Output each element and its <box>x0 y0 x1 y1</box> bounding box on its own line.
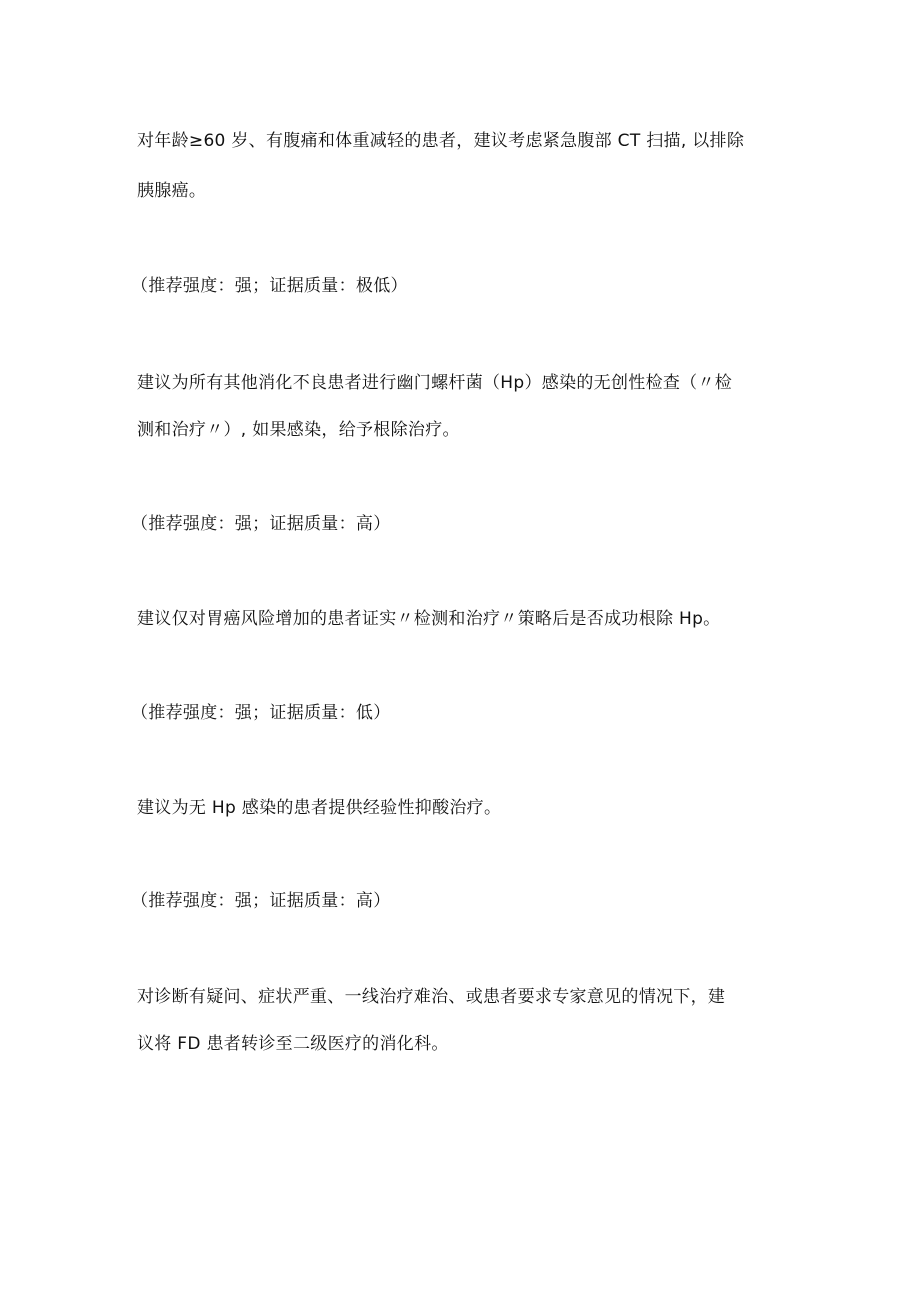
recommendation-strength-3: （推荐强度：强；证据质量：低） <box>131 703 391 723</box>
paragraph-1-line-2: 胰腺癌。 <box>137 181 207 201</box>
paragraph-5-line-1: 对诊断有疑问、症状严重、一线治疗难治、或患者要求专家意见的情况下，建 <box>137 987 726 1007</box>
paragraph-3-line-1: 建议仅对胃癌风险增加的患者证实〃检测和治疗〃策略后是否成功根除 Hp。 <box>137 609 721 629</box>
recommendation-strength-1: （推荐强度：强；证据质量：极低） <box>131 276 408 296</box>
paragraph-1-line-1: 对年龄≥60 岁、有腹痛和体重减轻的患者，建议考虑紧急腹部 CT 扫描, 以排除 <box>137 131 745 151</box>
paragraph-4-line-1: 建议为无 Hp 感染的患者提供经验性抑酸治疗。 <box>137 798 502 818</box>
recommendation-strength-2: （推荐强度：强；证据质量：高） <box>131 514 391 534</box>
paragraph-5-line-2: 议将 FD 患者转诊至二级医疗的消化科。 <box>137 1034 449 1054</box>
paragraph-2-line-1: 建议为所有其他消化不良患者进行幽门螺杆菌（Hp）感染的无创性检查（〃检 <box>137 373 733 393</box>
recommendation-strength-4: （推荐强度：强；证据质量：高） <box>131 891 391 911</box>
paragraph-2-line-2: 测和治疗〃）, 如果感染，给予根除治疗。 <box>137 420 460 440</box>
